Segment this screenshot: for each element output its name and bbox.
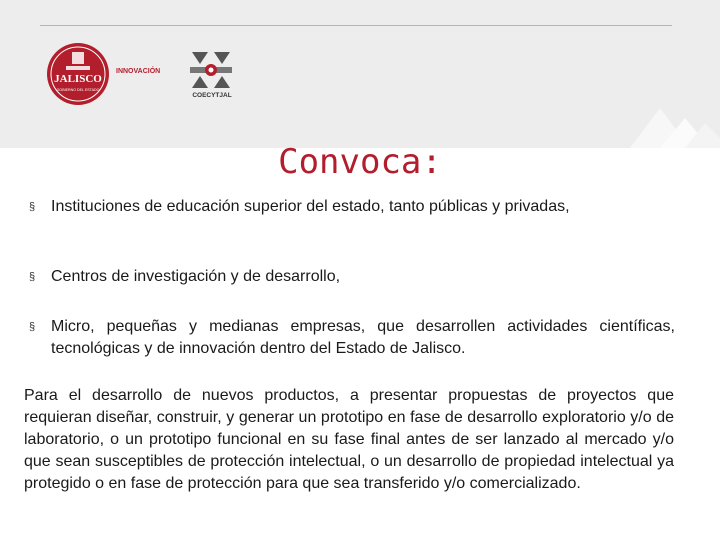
bullet-text: Instituciones de educación superior del estado, tanto públicas y privadas, bbox=[51, 198, 570, 215]
bullet-marker: § bbox=[29, 201, 36, 213]
page-title: Convoca: bbox=[278, 142, 442, 182]
body-paragraph: Para el desarrollo de nuevos productos, a presentar propuestas de proyectos que requieran diseñar, construir, y generar un prototipo en fase de desarrollo exploratorio y/o de laboratorio, o un prototipo funcional en su fase final antes de ser lanzado al mercado y/o que sean susceptibles de protección intelectual, o un desarrollo de propiedad intelectual ya protegido o en fase de protección para que sea transferido y/o comercializado. bbox=[24, 387, 674, 492]
bullet-text: Centros de investigación y de desarrollo, bbox=[51, 268, 341, 285]
coecytjal-label: COECYTJAL bbox=[192, 92, 232, 99]
bullet-marker: § bbox=[29, 321, 36, 333]
coecytjal-logo-icon bbox=[190, 50, 232, 90]
innovacion-label: INNOVACIÓN bbox=[116, 68, 161, 75]
header-band bbox=[0, 0, 720, 148]
decorative-triangles bbox=[590, 98, 720, 148]
bullet-text: Micro, pequeñas y medianas empresas, que desarrollen actividades científicas, tecnológicas y de innovación dentro del Estado de Jalisco. bbox=[51, 318, 675, 357]
jalisco-seal-logo bbox=[46, 42, 110, 106]
bullet-marker: § bbox=[29, 271, 36, 283]
seal-subtitle: GOBIERNO DEL ESTADO bbox=[56, 88, 100, 92]
header-divider bbox=[40, 25, 672, 26]
seal-title: JALISCO bbox=[54, 73, 102, 85]
